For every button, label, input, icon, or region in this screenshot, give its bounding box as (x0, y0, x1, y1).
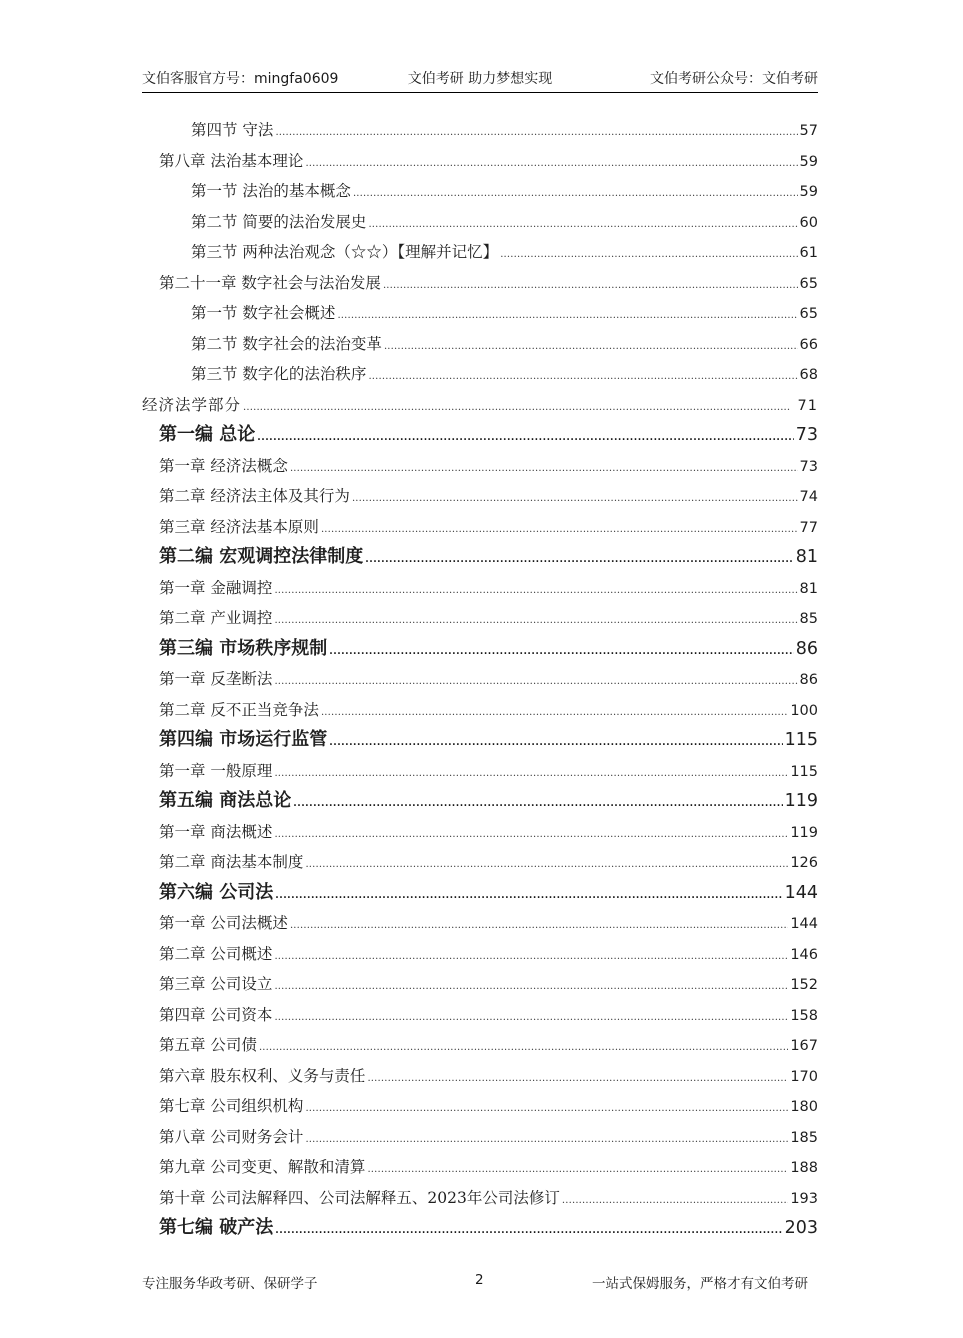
toc-entry[interactable] (142, 695, 818, 726)
toc-entry-page: 144 (784, 882, 818, 903)
toc-entry[interactable] (142, 176, 818, 207)
toc-entry-title: 第一节 数字社会概述 (191, 304, 336, 322)
toc-entry-title: 第四编 市场运行监管 (159, 729, 328, 750)
toc-entry-title: 第三章 公司设立 (159, 975, 273, 993)
toc-dot-leader (562, 1183, 788, 1214)
toc-entry-title: 第五章 公司债 (159, 1036, 257, 1054)
toc-entry[interactable] (142, 1152, 818, 1183)
toc-entry-title: 第三章 经济法基本原则 (159, 517, 319, 536)
toc-dot-leader (365, 542, 793, 573)
header-right-text: 文伯考研公众号：文伯考研 (650, 71, 818, 87)
toc-entry[interactable] (142, 817, 818, 848)
toc-entry[interactable] (142, 146, 818, 177)
toc-entry[interactable] (142, 390, 818, 421)
toc-entry-title: 第十章 公司法解释四、公司法解释五、2023年公司法修订 (159, 1188, 560, 1207)
toc-dot-leader (274, 939, 788, 970)
toc-entry[interactable] (142, 634, 818, 665)
toc-entry-title: 第二十一章 数字社会与法治发展 (159, 273, 381, 292)
toc-entry-page: 152 (790, 977, 818, 993)
toc-entry-title: 第五编 商法总论 (159, 790, 292, 811)
toc-entry[interactable] (142, 1122, 818, 1153)
toc-entry-page: 73 (795, 425, 818, 445)
toc-entry[interactable] (142, 847, 818, 878)
footer-right-text: 一站式保姆服务，严格才有文伯考研 (592, 1276, 808, 1292)
toc-entry[interactable] (142, 542, 818, 573)
toc-entry-page: 167 (790, 1038, 818, 1054)
toc-entry-title: 第六编 公司法 (159, 881, 274, 903)
toc-entry-page: 158 (790, 1007, 818, 1024)
toc-dot-leader (275, 115, 797, 146)
toc-entry[interactable] (142, 1000, 818, 1031)
toc-entry[interactable] (142, 939, 818, 970)
toc-entry[interactable] (142, 756, 818, 787)
toc-entry-page: 77 (799, 519, 818, 536)
toc-entry-title: 第七章 公司组织机构 (159, 1097, 304, 1115)
toc-entry-page: 61 (799, 245, 818, 261)
toc-entry-page: 68 (799, 367, 818, 383)
toc-entry[interactable] (142, 207, 818, 238)
toc-entry-page: 146 (790, 946, 818, 963)
toc-entry-page: 65 (799, 306, 818, 322)
toc-entry-title: 第六章 股东权利、义务与责任 (159, 1066, 366, 1085)
toc-entry-page: 85 (799, 611, 818, 627)
toc-dot-leader (290, 908, 788, 939)
toc-entry-page: 73 (799, 458, 818, 475)
table-of-contents (142, 115, 818, 1244)
toc-entry-title: 第四章 公司资本 (159, 1005, 273, 1024)
toc-entry-page: 119 (790, 824, 818, 841)
toc-entry-title: 第三节 两种法治观念（☆☆）【理解并记忆】 (191, 243, 499, 261)
toc-dot-leader (500, 237, 797, 268)
toc-entry-title: 第二章 公司概述 (159, 944, 273, 963)
toc-entry-title: 第一章 反垄断法 (159, 670, 273, 688)
toc-entry-title: 第四节 守法 (191, 121, 274, 139)
toc-dot-leader (305, 146, 797, 177)
toc-entry[interactable] (142, 359, 818, 390)
toc-dot-leader (274, 756, 788, 787)
toc-dot-leader (305, 847, 788, 878)
toc-dot-leader (259, 1030, 788, 1061)
toc-entry[interactable] (142, 1213, 818, 1244)
toc-entry[interactable] (142, 878, 818, 909)
toc-dot-leader (243, 390, 796, 421)
toc-dot-leader (305, 1122, 788, 1153)
toc-entry-title: 第一节 法治的基本概念 (191, 182, 351, 200)
toc-entry-title: 第二编 宏观调控法律制度 (159, 546, 364, 567)
toc-entry-page: 59 (799, 153, 818, 170)
toc-dot-leader (274, 969, 788, 1000)
toc-entry-title: 经济法学部分 (142, 395, 242, 414)
toc-dot-leader (275, 1213, 782, 1244)
toc-dot-leader (384, 329, 798, 360)
toc-entry-title: 第二节 数字社会的法治变革 (191, 334, 382, 353)
page-footer (142, 1272, 818, 1294)
toc-entry-page: 115 (790, 763, 818, 780)
toc-entry-title: 第二章 商法基本制度 (159, 853, 304, 871)
toc-entry-page: 115 (784, 730, 818, 750)
toc-entry[interactable] (142, 1183, 818, 1214)
toc-entry-title: 第一章 公司法概述 (159, 914, 288, 932)
toc-entry[interactable] (142, 664, 818, 695)
toc-dot-leader (367, 1152, 788, 1183)
toc-dot-leader (337, 298, 797, 329)
toc-dot-leader (329, 634, 793, 665)
toc-entry[interactable] (142, 908, 818, 939)
toc-dot-leader (275, 878, 782, 909)
toc-entry-title: 第一章 商法概述 (159, 822, 273, 841)
header-left-text: 文伯客服官方号：mingfa0609 (142, 71, 339, 87)
toc-entry-title: 第三节 数字化的法治秩序 (191, 365, 367, 383)
toc-entry[interactable] (142, 420, 818, 451)
toc-entry-page: 100 (790, 702, 818, 719)
toc-entry-page: 66 (799, 336, 818, 353)
toc-entry[interactable] (142, 512, 818, 543)
toc-dot-leader (274, 603, 797, 634)
toc-entry-page: 203 (784, 1218, 818, 1238)
page-number: 2 (475, 1272, 484, 1288)
toc-entry-page: 81 (795, 547, 818, 567)
toc-dot-leader (274, 1000, 788, 1031)
toc-entry-title: 第二章 反不正当竞争法 (159, 700, 319, 719)
toc-entry[interactable] (142, 115, 818, 146)
header-center-text: 文伯考研 助力梦想实现 (407, 71, 553, 87)
toc-entry-title: 第一编 总论 (159, 424, 256, 445)
toc-entry-title: 第三编 市场秩序规制 (159, 637, 328, 659)
toc-entry-title: 第一章 金融调控 (159, 578, 273, 597)
toc-entry-page: 188 (790, 1160, 818, 1176)
toc-entry[interactable] (142, 1061, 818, 1092)
toc-dot-leader (329, 725, 782, 756)
toc-entry-page: 170 (790, 1068, 818, 1085)
toc-entry[interactable] (142, 725, 818, 756)
toc-entry-title: 第二章 产业调控 (159, 609, 273, 627)
toc-entry-page: 74 (799, 489, 818, 505)
toc-entry-page: 57 (799, 123, 818, 139)
toc-dot-leader (274, 817, 788, 848)
toc-entry[interactable] (142, 786, 818, 817)
toc-entry[interactable] (142, 451, 818, 482)
toc-dot-leader (290, 451, 798, 482)
toc-entry[interactable] (142, 1091, 818, 1122)
toc-entry-page: 86 (795, 638, 818, 659)
toc-entry-title: 第八章 法治基本理论 (159, 151, 304, 170)
toc-entry-page: 60 (799, 214, 818, 231)
toc-dot-leader (367, 1061, 788, 1092)
toc-entry[interactable] (142, 268, 818, 299)
toc-entry[interactable] (142, 298, 818, 329)
toc-dot-leader (353, 176, 798, 207)
toc-entry-title: 第九章 公司变更、解散和清算 (159, 1158, 366, 1176)
toc-entry[interactable] (142, 481, 818, 512)
toc-entry-page: 193 (790, 1190, 818, 1207)
toc-dot-leader (352, 481, 798, 512)
toc-entry-page: 180 (790, 1099, 818, 1115)
toc-dot-leader (293, 786, 782, 817)
toc-entry[interactable] (142, 969, 818, 1000)
toc-entry-title: 第八章 公司财务会计 (159, 1127, 304, 1146)
toc-dot-leader (368, 207, 797, 238)
toc-dot-leader (383, 268, 798, 299)
toc-entry-page: 126 (790, 855, 818, 871)
toc-entry[interactable] (142, 1030, 818, 1061)
toc-entry-page: 71 (797, 397, 818, 414)
toc-entry-title: 第二章 经济法主体及其行为 (159, 487, 350, 505)
toc-dot-leader (257, 420, 793, 451)
toc-dot-leader (321, 512, 798, 543)
toc-entry-title: 第一章 经济法概念 (159, 456, 288, 475)
toc-entry[interactable] (142, 603, 818, 634)
toc-dot-leader (368, 359, 797, 390)
toc-dot-leader (274, 664, 797, 695)
toc-entry-page: 81 (799, 580, 818, 597)
toc-entry-page: 65 (799, 275, 818, 292)
toc-entry-title: 第二节 简要的法治发展史 (191, 212, 367, 231)
toc-entry-page: 185 (790, 1129, 818, 1146)
toc-dot-leader (321, 695, 788, 726)
toc-entry-title: 第一章 一般原理 (159, 761, 273, 780)
toc-entry-page: 119 (784, 791, 818, 811)
toc-entry-page: 59 (799, 184, 818, 200)
toc-dot-leader (274, 573, 797, 604)
toc-dot-leader (305, 1091, 788, 1122)
toc-entry[interactable] (142, 329, 818, 360)
toc-entry-title: 第七编 破产法 (159, 1217, 274, 1238)
toc-entry[interactable] (142, 573, 818, 604)
footer-left-text: 专注服务华政考研、保研学子 (142, 1276, 318, 1292)
toc-entry-page: 86 (799, 672, 818, 688)
toc-entry-page: 144 (790, 916, 818, 932)
page-header (142, 66, 818, 93)
toc-entry[interactable] (142, 237, 818, 268)
